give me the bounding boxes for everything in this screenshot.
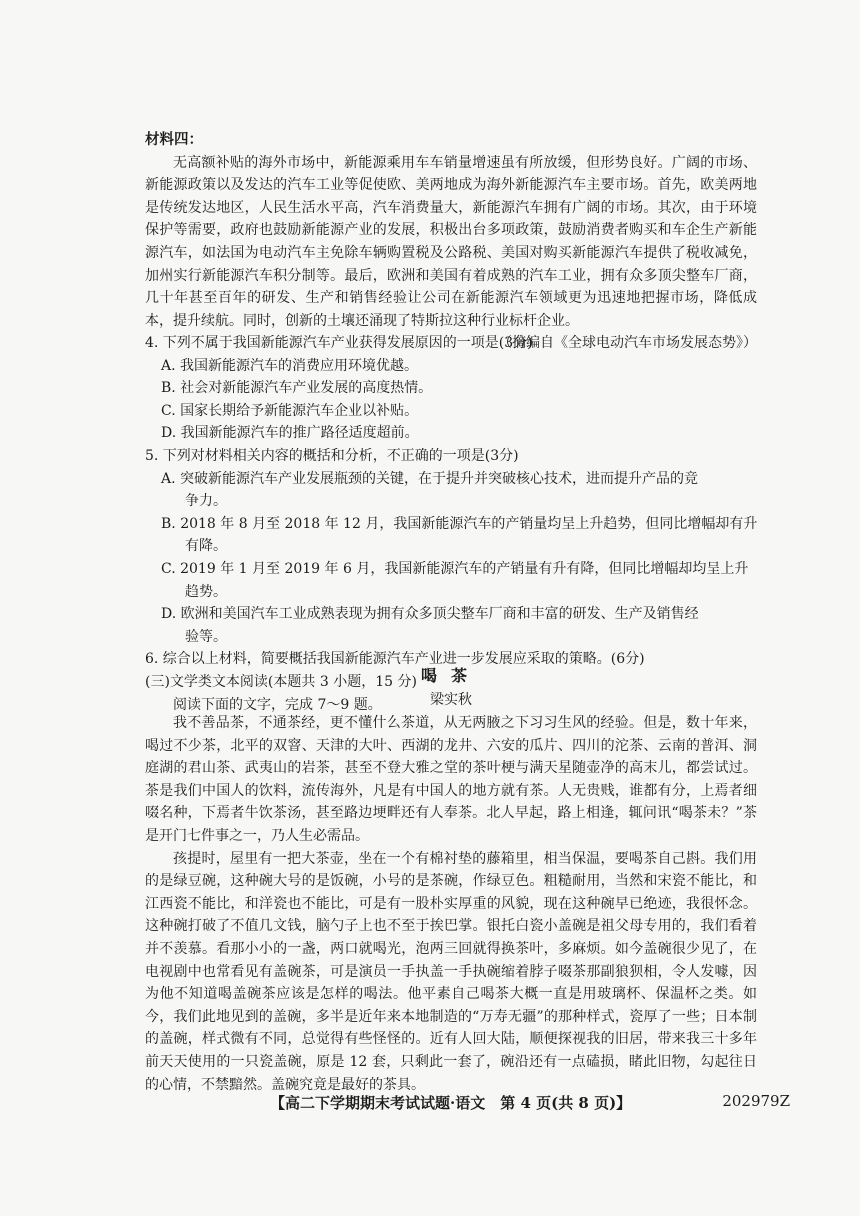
answer-option: B. 社会对新能源汽车产业发展的高度热情。 [161, 380, 433, 397]
material-source: （摘编自《全球电动汽车市场发展态势》） [498, 335, 757, 352]
answer-option: A. 突破新能源汽车产业发展瓶颈的关键，在于提升并突破核心技术，进而提升产品的竞 [161, 470, 699, 487]
questions-block [145, 332, 760, 716]
answer-option: D. 我国新能源汽车的推广路径适度超前。 [161, 425, 419, 442]
answer-option-continued: 验等。 [185, 628, 227, 645]
page-footer [270, 1092, 790, 1113]
section-heading: (三)文学类文本阅读(本题共 3 小题，15 分) [145, 673, 417, 690]
material-paragraph: 无高额补贴的海外市场中，新能源乘用车车销量增速虽有所放缓，但形势良好。广阔的市场、新能源政策以及发达的汽车工业等促使欧、美两地成为海外新能源汽车主要市场。首先，欧美两地是传统发达地区，人民生活水平高，汽车消费量大，新能源汽车拥有广阔的市场。其次，由于环境保护等需要，政府也鼓励新能源产业的发展，积极出台多项政策，鼓励消费者购买和车企生产新能源汽车，如法国为电动汽车主免除车辆购置税及公路税、美国对购买新能源汽车提供了税收减免，加州实行新能源汽车积分制等。最后，欧洲和美国有着成熟的汽车工业，拥有众多顶尖整车厂商，几十年甚至百年的研发、生产和销售经验让公司在新能源汽车领域更为迅速地把握市场，降低成本，提升续航。同时，创新的土壤还涌现了特斯拉这种行业标杆企业。 [145, 154, 757, 329]
answer-option: B. 2018 年 8 月至 2018 年 12 月，我国新能源汽车的产销量均呈上升趋势，但同比增幅却有升 [161, 515, 758, 532]
essay-paragraph-1: 我不善品茶，不通茶经，更不懂什么茶道，从无两腋之下习习生风的经验。但是，数十年来，喝过不少茶，北平的双窨、天津的大叶、西湖的龙井、六安的瓜片、四川的沱茶、云南的普洱、洞庭湖的君山茶、武夷山的岩茶，甚至不登大雅之堂的茶叶梗与满天星随壶净的高末儿，都尝试过。茶是我们中国人的饮料，流传海外，凡是有中国人的地方就有茶。人无贵贱，谁都有分，上焉者细啜名种，下焉者牛饮茶汤，甚至路边埂畔还有人奉茶。北人早起，路上相逢，辄问讯“喝茶未？”茶是开门七件事之一，乃人生必需品。 [145, 715, 757, 844]
essay [145, 664, 757, 1096]
material-heading: 材料四： [145, 131, 203, 148]
answer-option-continued: 趋势。 [185, 583, 227, 600]
material-four [145, 129, 757, 355]
essay-paragraph-2: 孩提时，屋里有一把大茶壶，坐在一个有棉衬垫的藤箱里，相当保温，要喝茶自己斟。我们用的是绿豆碗，这种碗大号的是饭碗，小号的是茶碗，作绿豆色。粗糙耐用，当然和宋瓷不能比，和江西瓷不能比，和洋瓷也不能比，可是有一股朴实厚重的风貌，现在这种碗早已绝迹，我很怀念。这种碗打破了不值几文钱，脑勺子上也不至于挨巴掌。银托白瓷小盖碗是祖父母专用的，我们看着并不羡慕。看那小小的一盏，两口就喝光，泡两三回就得换茶叶，多麻烦。如今盖碗很少见了，在电视剧中也常看见有盖碗茶，可是演员一手执盖一手执碗缩着脖子啜茶那副狼狈相，令人发噱，因为他不知道喝盖碗茶应该是怎样的喝法。他平素自己喝茶大概一直是用玻璃杯、保温杯之类。如今，我们此地见到的盖碗，多半是近年来本地制造的“万寿无疆”的那种样式，瓷厚了一些；日本制的盖碗，样式微有不同，总觉得有些怪怪的。近有人回大陆，顺便探视我的旧居，带来我三十多年前天天使用的一只瓷盖碗，原是 12 套，只剩此一套了，碗沿还有一点磕损，睹此旧物，勾起往日的心情，不禁黯然。盖碗究竟是最好的茶具。 [145, 850, 757, 1093]
question-list [145, 332, 760, 648]
question-stem: 5. 下列对材料相关内容的概括和分析，不正确的一项是(3分) [145, 447, 519, 464]
footer-label: 【高二下学期期末考试试题·语文 第 4 页(共 8 页)】 [270, 1094, 632, 1112]
question-stem: 4. 下列不属于我国新能源汽车产业获得发展原因的一项是(3分) [145, 335, 533, 351]
essay-author: 梁实秋 [430, 692, 472, 708]
answer-option: A. 我国新能源汽车的消费应用环境优越。 [161, 357, 419, 374]
answer-option-continued: 争力。 [185, 493, 227, 510]
question-6: 6. 综合以上材料，简要概括我国新能源汽车产业进一步发展应采取的策略。(6分) [145, 651, 645, 668]
footer-code: 202979Z [722, 1092, 790, 1110]
answer-option-continued: 有降。 [185, 538, 227, 555]
answer-option: D. 欧洲和美国汽车工业成熟表现为拥有众多顶尖整车厂商和丰富的研发、生产及销售经 [161, 606, 699, 623]
answer-option: C. 2019 年 1 月至 2019 年 6 月，我国新能源汽车的产销量有升有降，但同比增幅却均呈上升 [161, 560, 749, 577]
essay-title: 喝茶 [420, 666, 481, 685]
section-instruction: 阅读下面的文字，完成 7～9 题。 [173, 696, 382, 713]
answer-option: C. 国家长期给予新能源汽车企业以补贴。 [161, 402, 419, 419]
